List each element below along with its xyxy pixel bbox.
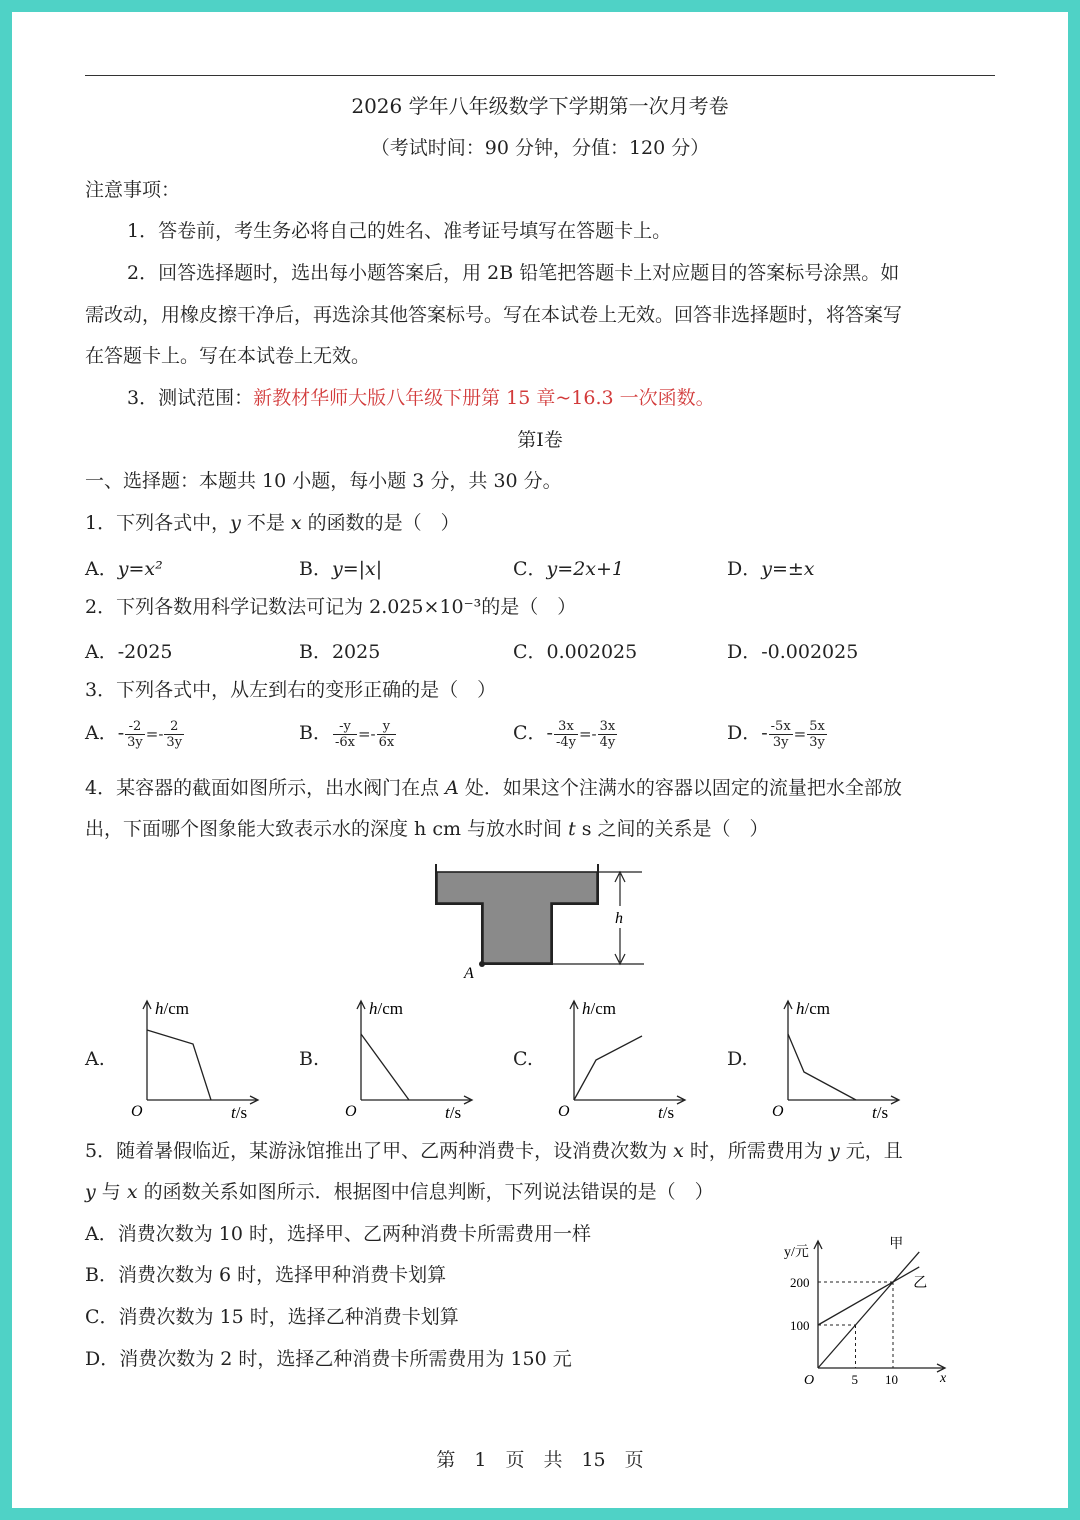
- q4-option-c-label: C.: [513, 1048, 533, 1070]
- q4-option-b-label: B.: [299, 1048, 320, 1070]
- exam-title: 2026 学年八年级数学下学期第一次月考卷: [351, 94, 729, 118]
- notice-2-cont: 需改动，用橡皮擦干净后，再选涂其他答案标号。写在本试卷上无效。回答非选择题时，将答案写: [85, 304, 903, 326]
- q5-option-a: A．消费次数为 10 时，选择甲、乙两种消费卡所需费用一样: [85, 1223, 591, 1245]
- y-tick-label-200: 200: [790, 1275, 810, 1290]
- svg-text:O: O: [131, 1103, 143, 1118]
- series-line-1: [818, 1267, 919, 1325]
- q5-option-c: C．消费次数为 15 时，选择乙种消费卡划算: [85, 1306, 459, 1328]
- notice-heading: 注意事项：: [85, 179, 181, 201]
- notice-2-end: 在答题卡上。写在本试卷上无效。: [85, 345, 371, 367]
- q2-option-b: B．2025: [299, 641, 381, 663]
- svg-text:h/cm: h/cm: [796, 999, 830, 1018]
- part1-heading: 一、选择题：本题共 10 小题，每小题 3 分，共 30 分。: [85, 470, 562, 492]
- q1-option-d: D．y=±x: [727, 558, 815, 580]
- x-axis-label: x: [940, 1371, 947, 1386]
- series-label-0: 甲: [889, 1235, 904, 1252]
- series-line-0: [818, 1252, 919, 1368]
- y-tick-label-100: 100: [790, 1318, 810, 1333]
- header-rule: [85, 75, 995, 76]
- q4-option-d-label: D.: [727, 1048, 748, 1070]
- q4-graph-d: [758, 996, 918, 1118]
- q5-stem-line1: 5．随着暑假临近，某游泳馆推出了甲、乙两种消费卡，设消费次数为 x 时，所需费用为 y 元，且: [85, 1140, 903, 1162]
- x-tick-label-5: 5: [851, 1372, 858, 1387]
- q3-option-a: A．- $\frac{-2}{3y}$ =- $\frac{2}{3y}$: [85, 718, 183, 750]
- svg-text:t/s: t/s: [872, 1103, 889, 1118]
- q2-stem: 2．下列各数用科学记数法可记为 2.025×10⁻³的是（ ）: [85, 596, 577, 618]
- q3-option-c: C．- $\frac{3x}{-4y}$ =- $\frac{3x}{4y}$: [513, 718, 616, 750]
- q3-option-b: B． $\frac{-y}{-6x}$ =- $\frac{y}{6x}$: [299, 718, 395, 750]
- q1-option-c: C．y=2x+1: [513, 558, 625, 580]
- q5-option-d: D．消费次数为 2 时，选择乙种消费卡所需费用为 150 元: [85, 1348, 572, 1370]
- q4-option-a-label: A.: [85, 1048, 105, 1070]
- q1-option-b: B．y=|x|: [299, 558, 383, 580]
- q2-option-c: C．0.002025: [513, 641, 638, 663]
- q1-option-a: A．y=x²: [85, 558, 163, 580]
- q2-option-a: A．-2025: [85, 641, 173, 663]
- svg-text:t/s: t/s: [658, 1103, 675, 1118]
- q5-cost-chart: [752, 1226, 952, 1396]
- page-footer: 第 1 页 共 15 页: [436, 1449, 644, 1471]
- origin-label: O: [804, 1373, 815, 1388]
- svg-text:t/s: t/s: [231, 1103, 248, 1118]
- q3-stem: 3．下列各式中，从左到右的变形正确的是（ ）: [85, 679, 497, 701]
- container-figure: [422, 860, 662, 980]
- svg-text:h/cm: h/cm: [155, 999, 189, 1018]
- q5-option-b: B．消费次数为 6 时，选择甲种消费卡划算: [85, 1264, 447, 1286]
- svg-text:O: O: [772, 1103, 784, 1118]
- q4-stem-line2: 出，下面哪个图象能大致表示水的深度 h cm 与放水时间 t s 之间的关系是（ ）: [85, 818, 769, 840]
- notice-3: [127, 386, 715, 410]
- y-axis-label: y/元: [784, 1245, 809, 1260]
- q4-graph-c: [544, 996, 704, 1118]
- series-label-1: 乙: [913, 1274, 928, 1291]
- test-scope: 新教材华师大版八年级下册第 15 章~16.3 一次函数。: [253, 387, 715, 409]
- notice-1: 1．答卷前，考生务必将自己的姓名、准考证号填写在答题卡上。: [127, 220, 672, 242]
- q1-stem: 1．下列各式中，y 不是 x 的函数的是（ ）: [85, 512, 460, 534]
- section-label: 第Ⅰ卷: [517, 429, 563, 451]
- svg-text:h/cm: h/cm: [582, 999, 616, 1018]
- svg-text:h/cm: h/cm: [369, 999, 403, 1018]
- notice-2: 2．回答选择题时，选出每小题答案后，用 2B 铅笔把答题卡上对应题目的答案标号涂黑。如: [127, 262, 900, 284]
- q3-option-d: D．- $\frac{-5x}{3y}$ = $\frac{5x}{3y}$: [727, 718, 825, 750]
- q4-graph-a: [117, 996, 277, 1118]
- x-tick-label-10: 10: [885, 1372, 898, 1387]
- notice-3-prefix: 3．测试范围：: [127, 387, 254, 409]
- svg-text:O: O: [345, 1103, 357, 1118]
- exam-subtitle: （考试时间：90 分钟，分值：120 分）: [370, 137, 710, 159]
- q4-stem-line1: 4．某容器的截面如图所示，出水阀门在点 A 处．如果这个注满水的容器以固定的流量把水全部放: [85, 777, 902, 799]
- q5-stem-line2: y 与 x 的函数关系如图所示．根据图中信息判断，下列说法错误的是（ ）: [85, 1181, 714, 1203]
- q4-graph-b: [331, 996, 491, 1118]
- exam-page: [12, 12, 1068, 1508]
- q2-option-d: D．-0.002025: [727, 641, 859, 663]
- svg-text:O: O: [558, 1103, 570, 1118]
- svg-text:t/s: t/s: [445, 1103, 462, 1118]
- valve-point: [479, 961, 485, 967]
- valve-label: A: [464, 965, 474, 980]
- height-label: h: [615, 910, 623, 927]
